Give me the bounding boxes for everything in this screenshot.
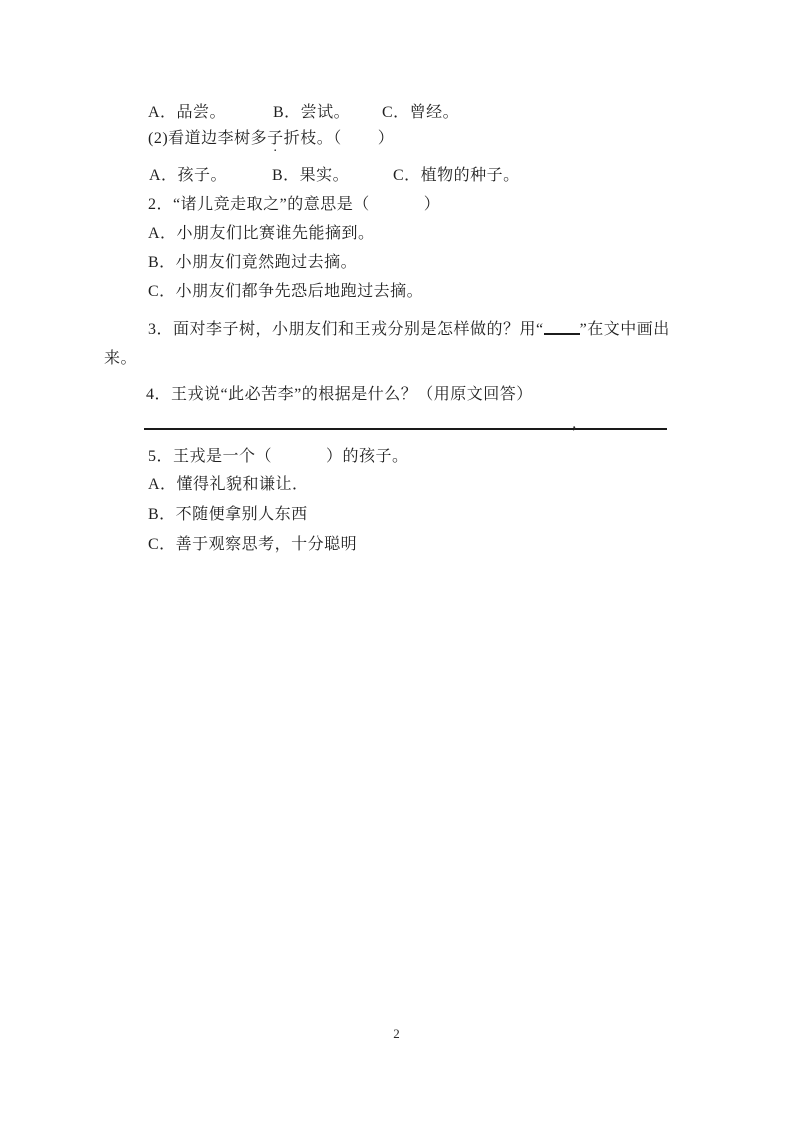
q4-answer-comma: ， <box>572 417 586 432</box>
q1-2-options-row <box>149 166 709 186</box>
page-number: 2 <box>393 1026 400 1041</box>
q1-2-option-a: A．孩子。 <box>149 167 228 184</box>
q2-option-a: A．小朋友们比赛谁先能摘到。 <box>148 225 375 242</box>
emphasized-char-text: 子 <box>267 130 284 147</box>
q3-stem-post: ”在文中画出 <box>579 321 670 338</box>
q5-option-a: A．懂得礼貌和谦让． <box>148 476 309 493</box>
q1-2-stem <box>148 129 395 159</box>
q5-stem: 5．王戎是一个（ ）的孩子。 <box>148 448 409 465</box>
q1-2-option-c: C．植物的种子。 <box>393 167 520 184</box>
q3-stem-line2: 来。 <box>104 350 138 367</box>
q1-1-options-row <box>148 103 708 123</box>
q1-1-option-a: A．品尝。 <box>148 104 227 121</box>
q1-2-emphasized-char <box>267 129 284 159</box>
emphasis-dot: · <box>272 144 279 159</box>
q5-option-b: B．不随便拿别人东西 <box>148 506 308 523</box>
q5-option-c: C．善于观察思考，十分聪明 <box>148 536 358 553</box>
q3-stem-pre: 3．面对李子树，小朋友们和王戎分别是怎样做的？用“ <box>148 321 544 338</box>
q4-answer-blank-line <box>144 413 667 430</box>
q1-1-option-c: C．曾经。 <box>382 104 460 121</box>
q2-option-b: B．小朋友们竟然跑过去摘。 <box>148 254 358 271</box>
q4-stem: 4．王戎说“此必苦李”的根据是什么？（用原文回答） <box>146 386 533 403</box>
q3-stem-line1 <box>148 320 670 340</box>
q1-2-stem-post: 折枝。（ ） <box>283 130 395 147</box>
q1-1-option-b: B．尝试。 <box>273 104 351 121</box>
q1-2-option-b: B．果实。 <box>272 167 350 184</box>
q2-option-c: C．小朋友们都争先恐后地跑过去摘。 <box>148 283 424 300</box>
q1-2-stem-pre: (2)看道边李树多 <box>148 130 268 147</box>
q3-inline-blank-line <box>544 323 580 335</box>
q2-stem: 2．“诸儿竞走取之”的意思是（ ） <box>148 196 441 213</box>
